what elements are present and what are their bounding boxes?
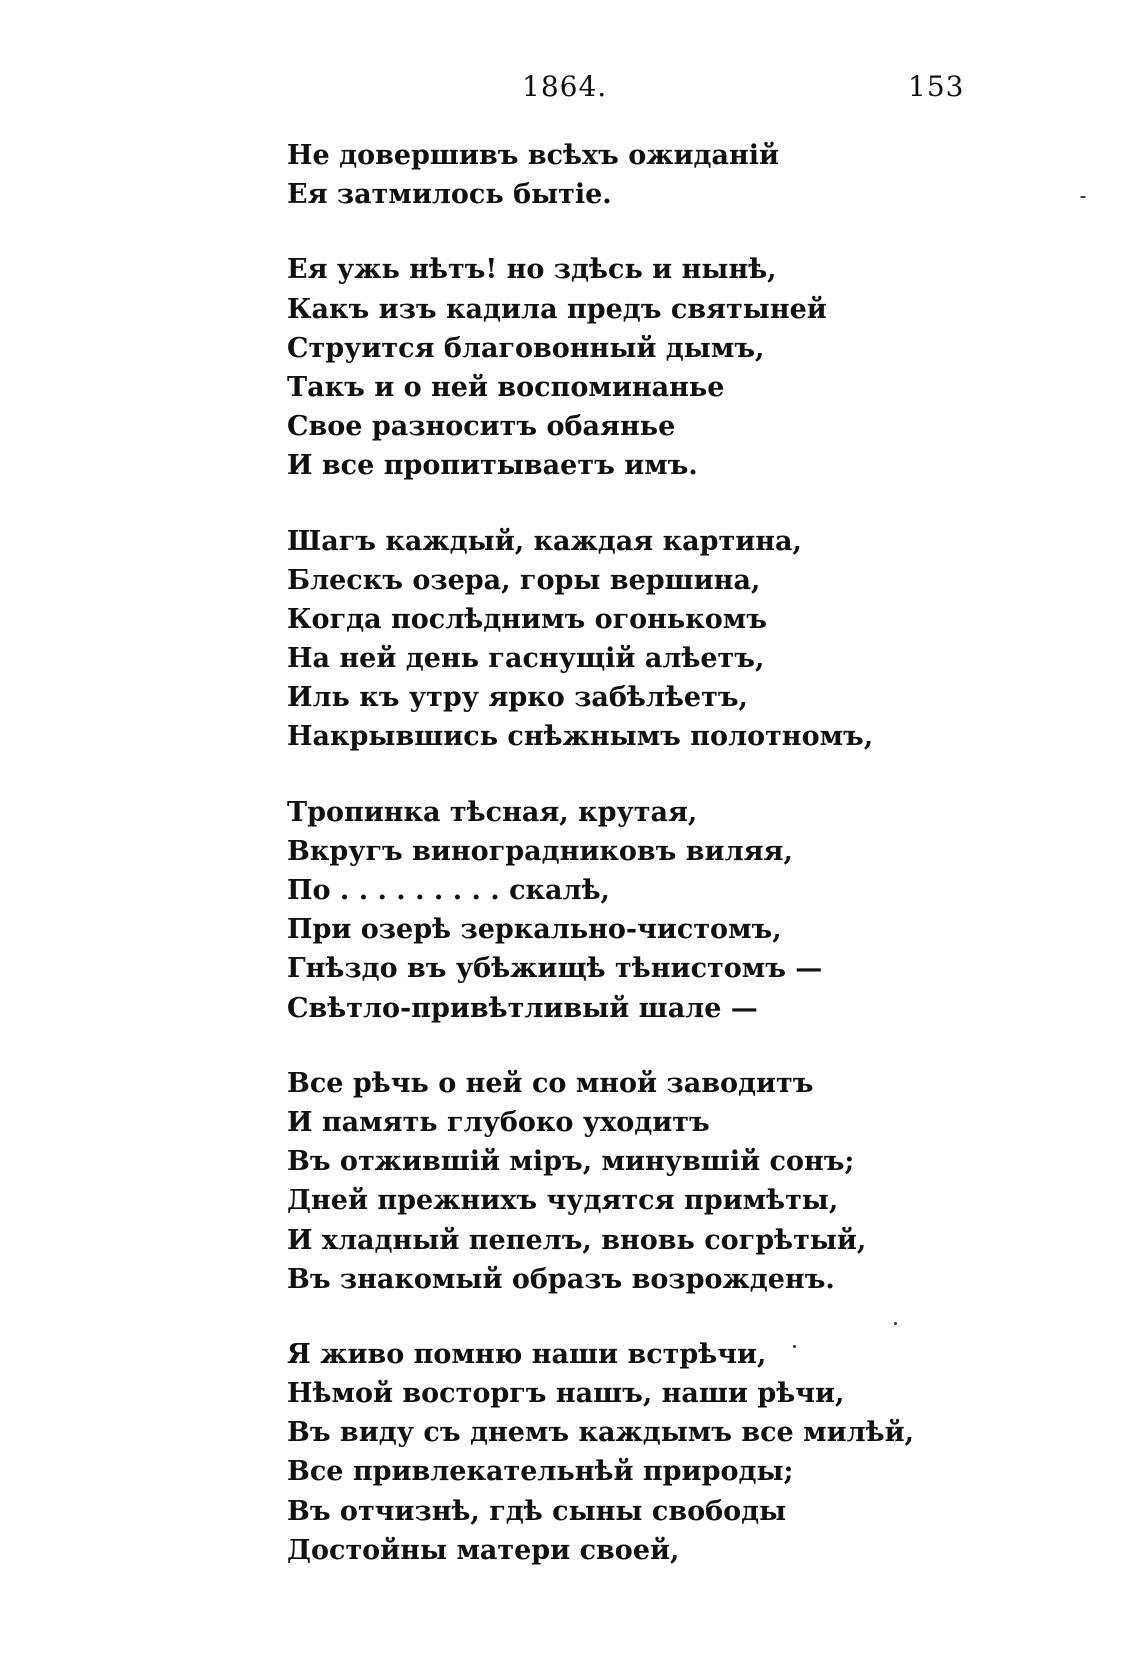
verse-line: Струится благовонный дымъ, xyxy=(287,332,765,364)
verse-line: При озерѣ зеркально-чистомъ, xyxy=(287,914,782,946)
verse-line: Ея ужь нѣтъ! но здѣсь и нынѣ, xyxy=(287,254,777,286)
verse-line: Шагъ каждый, каждая картина, xyxy=(287,525,802,557)
stanza xyxy=(287,1064,1047,1299)
verse-line: Нѣмой восторгъ нашъ, наши рѣчи, xyxy=(287,1378,845,1410)
stanza xyxy=(287,1335,1047,1570)
verse-line: Свѣтло-привѣтливый шале — xyxy=(287,992,758,1024)
stanza xyxy=(287,136,1047,214)
verse-line: Дней прежнихъ чудятся примѣты, xyxy=(287,1185,839,1217)
verse-line: Въ отчизнѣ, гдѣ сыны свободы xyxy=(287,1495,787,1527)
page-number: 153 xyxy=(908,70,965,103)
verse-line: Ея затмилось бытіе. xyxy=(287,179,612,211)
verse-line: Вкругъ виноградниковъ виляя, xyxy=(287,835,793,867)
verse-line: Въ отжившій міръ, минувшій сонъ; xyxy=(287,1146,855,1178)
poem-text xyxy=(287,136,1047,1606)
verse-line: Не довершивъ всѣхъ ожиданій xyxy=(287,140,780,171)
scan-speck xyxy=(1080,196,1086,198)
verse-line: Свое разноситъ обаянье xyxy=(287,411,676,443)
stanza xyxy=(287,250,1047,485)
stanza xyxy=(287,522,1047,757)
stanza xyxy=(287,793,1047,1028)
verse-line: На ней день гаснущій алѣетъ, xyxy=(287,643,765,675)
verse-line: Я живо помню наши встрѣчи, xyxy=(287,1338,767,1370)
verse-line: Въ виду съ днемъ каждымъ все милѣй, xyxy=(287,1417,915,1449)
verse-line: Въ знакомый образъ возрожденъ. xyxy=(287,1263,835,1295)
running-head-year: 1864. xyxy=(522,70,608,103)
verse-line: Иль къ утру ярко забѣлѣетъ, xyxy=(287,682,748,714)
verse-line: Какъ изъ кадила предъ святыней xyxy=(287,293,827,325)
verse-line: И все пропитываетъ имъ. xyxy=(287,450,698,482)
verse-line: И память глубоко уходитъ xyxy=(287,1106,710,1138)
verse-line: Тропинка тѣсная, крутая, xyxy=(287,796,698,828)
verse-line: Такъ и о ней воспоминанье xyxy=(287,371,725,403)
verse-line: Когда послѣднимъ огонькомъ xyxy=(287,603,767,635)
verse-line: Накрывшись снѣжнымъ полотномъ, xyxy=(287,721,874,753)
verse-line: По . . . . . . . . . скалѣ, xyxy=(287,875,610,906)
verse-line: Достойны матери своей, xyxy=(287,1534,680,1566)
verse-line: Все привлекательнѣй природы; xyxy=(287,1456,794,1488)
scan-speck xyxy=(894,1322,897,1325)
verse-line: И хладный пепелъ, вновь согрѣтый, xyxy=(287,1224,867,1256)
verse-line: Блескъ озера, горы вершина, xyxy=(287,564,761,596)
scan-speck xyxy=(793,1345,796,1348)
running-head xyxy=(0,70,1140,110)
verse-line: Гнѣздо въ убѣжищѣ тѣнистомъ — xyxy=(287,953,823,985)
verse-line: Все рѣчь о ней со мной заводитъ xyxy=(287,1067,814,1099)
